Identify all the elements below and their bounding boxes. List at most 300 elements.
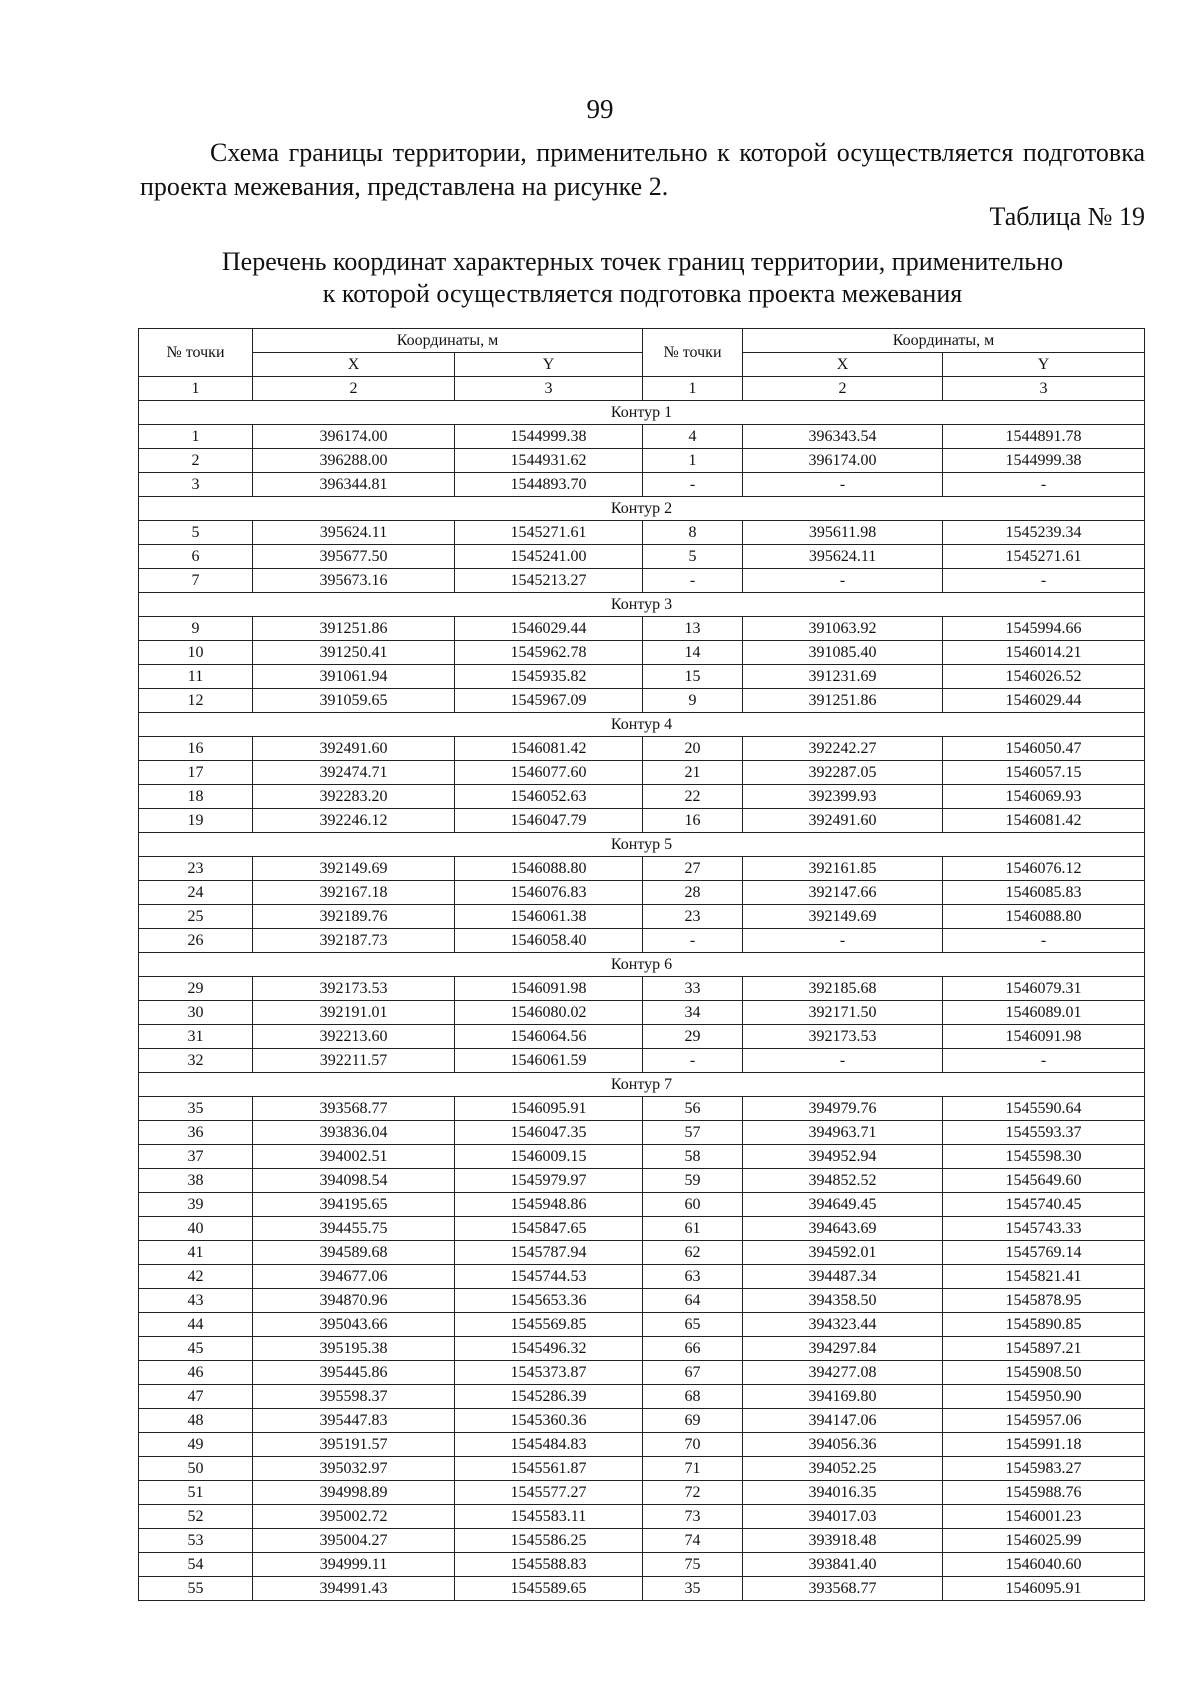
coord-x: 394487.34 (743, 1265, 943, 1289)
table-row (139, 641, 1145, 665)
coord-x: 396343.54 (743, 425, 943, 449)
contour-title: Контур 7 (139, 1073, 1145, 1097)
coord-x: 392246.12 (253, 809, 455, 833)
coord-y: 1545360.36 (455, 1409, 643, 1433)
point-number: 50 (139, 1457, 253, 1481)
point-number: 22 (643, 785, 743, 809)
table-row (139, 1553, 1145, 1577)
coord-y: - (943, 1049, 1145, 1073)
table-row (139, 425, 1145, 449)
coord-x: 393568.77 (253, 1097, 455, 1121)
point-number: 45 (139, 1337, 253, 1361)
page-number: 99 (586, 94, 614, 124)
coord-x: 394677.06 (253, 1265, 455, 1289)
coord-y: 1544999.38 (455, 425, 643, 449)
coord-y: 1545991.18 (943, 1433, 1145, 1457)
coord-y: 1546050.47 (943, 737, 1145, 761)
table-row (139, 761, 1145, 785)
coord-x: 396174.00 (743, 449, 943, 473)
coord-y: 1545590.64 (943, 1097, 1145, 1121)
column-number-row (139, 377, 1145, 401)
coord-x: 395002.72 (253, 1505, 455, 1529)
table-row (139, 785, 1145, 809)
coord-y: 1545586.25 (455, 1529, 643, 1553)
contour-header-row (139, 401, 1145, 425)
point-number: 4 (643, 425, 743, 449)
header-y-left: Y (455, 353, 643, 377)
point-number: 26 (139, 929, 253, 953)
point-number: 40 (139, 1217, 253, 1241)
coord-y: 1545897.21 (943, 1337, 1145, 1361)
table-row (139, 1121, 1145, 1145)
coord-y: 1545271.61 (455, 521, 643, 545)
coord-x: 394592.01 (743, 1241, 943, 1265)
coord-x: 391063.92 (743, 617, 943, 641)
coord-y: 1545496.32 (455, 1337, 643, 1361)
point-number: 65 (643, 1313, 743, 1337)
column-number: 2 (743, 377, 943, 401)
point-number: 24 (139, 881, 253, 905)
coord-x: - (743, 473, 943, 497)
point-number: 32 (139, 1049, 253, 1073)
point-number: 17 (139, 761, 253, 785)
point-number: 36 (139, 1121, 253, 1145)
point-number: 51 (139, 1481, 253, 1505)
point-number: 47 (139, 1385, 253, 1409)
point-number: 27 (643, 857, 743, 881)
table-row (139, 1457, 1145, 1481)
coord-x: 395191.57 (253, 1433, 455, 1457)
table-row (139, 1193, 1145, 1217)
contour-header-row (139, 1073, 1145, 1097)
coord-x: 394999.11 (253, 1553, 455, 1577)
header-x-right: X (743, 353, 943, 377)
header-row-2 (139, 353, 1145, 377)
point-number: 72 (643, 1481, 743, 1505)
point-number: 1 (139, 425, 253, 449)
coord-y: 1545787.94 (455, 1241, 643, 1265)
coord-x: 392287.05 (743, 761, 943, 785)
coord-x: 394169.80 (743, 1385, 943, 1409)
table-row (139, 521, 1145, 545)
coord-x: 392185.68 (743, 977, 943, 1001)
column-number: 3 (943, 377, 1145, 401)
coord-x: 394991.43 (253, 1577, 455, 1601)
coord-y: 1546052.63 (455, 785, 643, 809)
point-number: 28 (643, 881, 743, 905)
point-number: 35 (139, 1097, 253, 1121)
table-row (139, 977, 1145, 1001)
table-row (139, 689, 1145, 713)
coord-x: 392173.53 (253, 977, 455, 1001)
table-row (139, 1409, 1145, 1433)
coord-y: 1545994.66 (943, 617, 1145, 641)
point-number: - (643, 569, 743, 593)
coord-y: 1546014.21 (943, 641, 1145, 665)
header-point-right: № точки (643, 329, 743, 377)
contour-header-row (139, 833, 1145, 857)
coord-y: - (943, 473, 1145, 497)
coord-y: 1546029.44 (943, 689, 1145, 713)
coord-x: 393568.77 (743, 1577, 943, 1601)
header-point-left: № точки (139, 329, 253, 377)
coord-x: 392399.93 (743, 785, 943, 809)
column-number: 3 (455, 377, 643, 401)
point-number: 33 (643, 977, 743, 1001)
point-number: 39 (139, 1193, 253, 1217)
coord-y: 1546076.83 (455, 881, 643, 905)
coord-y: 1545588.83 (455, 1553, 643, 1577)
coord-x: 392213.60 (253, 1025, 455, 1049)
table-row (139, 1361, 1145, 1385)
point-number: 53 (139, 1529, 253, 1553)
coord-x: - (743, 929, 943, 953)
coord-y: 1544999.38 (943, 449, 1145, 473)
coord-x: 392491.60 (743, 809, 943, 833)
table-row (139, 1049, 1145, 1073)
point-number: 16 (643, 809, 743, 833)
point-number: 31 (139, 1025, 253, 1049)
coord-y: 1545241.00 (455, 545, 643, 569)
coord-y: 1546001.23 (943, 1505, 1145, 1529)
coord-x: 395445.86 (253, 1361, 455, 1385)
coord-y: 1545962.78 (455, 641, 643, 665)
table-row (139, 1001, 1145, 1025)
point-number: 54 (139, 1553, 253, 1577)
coord-y: 1545649.60 (943, 1169, 1145, 1193)
coord-y: 1545769.14 (943, 1241, 1145, 1265)
contour-title: Контур 4 (139, 713, 1145, 737)
coord-y: 1545878.95 (943, 1289, 1145, 1313)
point-number: 49 (139, 1433, 253, 1457)
coord-x: 391061.94 (253, 665, 455, 689)
point-number: 6 (139, 545, 253, 569)
header-y-right: Y (943, 353, 1145, 377)
point-number: 13 (643, 617, 743, 641)
coord-x: 395624.11 (743, 545, 943, 569)
point-number: 10 (139, 641, 253, 665)
coord-x: 394643.69 (743, 1217, 943, 1241)
coord-x: 395673.16 (253, 569, 455, 593)
coord-y: 1545957.06 (943, 1409, 1145, 1433)
coord-y: 1545213.27 (455, 569, 643, 593)
contour-title: Контур 6 (139, 953, 1145, 977)
coord-x: - (743, 569, 943, 593)
point-number: 1 (643, 449, 743, 473)
coord-y: 1544891.78 (943, 425, 1145, 449)
point-number: 48 (139, 1409, 253, 1433)
coord-y: 1546080.02 (455, 1001, 643, 1025)
contour-header-row (139, 497, 1145, 521)
coord-x: 393836.04 (253, 1121, 455, 1145)
coord-x: 391251.86 (743, 689, 943, 713)
coord-y: 1545577.27 (455, 1481, 643, 1505)
coord-y: 1545743.33 (943, 1217, 1145, 1241)
table-row (139, 1169, 1145, 1193)
coord-y: 1545593.37 (943, 1121, 1145, 1145)
table-row (139, 569, 1145, 593)
coord-x: 395611.98 (743, 521, 943, 545)
table-row (139, 1097, 1145, 1121)
coord-y: 1546025.99 (943, 1529, 1145, 1553)
coord-y: 1545239.34 (943, 521, 1145, 545)
coord-x: 394002.51 (253, 1145, 455, 1169)
point-number: 21 (643, 761, 743, 785)
table-row (139, 1481, 1145, 1505)
table-row (139, 1337, 1145, 1361)
contour-title: Контур 3 (139, 593, 1145, 617)
coord-x: 392211.57 (253, 1049, 455, 1073)
point-number: 7 (139, 569, 253, 593)
coord-y: 1546061.59 (455, 1049, 643, 1073)
coord-x: 394649.45 (743, 1193, 943, 1217)
point-number: 9 (139, 617, 253, 641)
point-number: 14 (643, 641, 743, 665)
table-row (139, 905, 1145, 929)
point-number: 12 (139, 689, 253, 713)
coord-x: 394998.89 (253, 1481, 455, 1505)
point-number: 68 (643, 1385, 743, 1409)
coord-y: 1546058.40 (455, 929, 643, 953)
coord-x: 392167.18 (253, 881, 455, 905)
coordinates-table (138, 328, 1145, 1601)
coord-y: 1545821.41 (943, 1265, 1145, 1289)
point-number: 20 (643, 737, 743, 761)
header-coords-left: Координаты, м (253, 329, 643, 353)
table-row (139, 473, 1145, 497)
coord-y: 1545271.61 (943, 545, 1145, 569)
coord-x: 395004.27 (253, 1529, 455, 1553)
coord-y: 1545847.65 (455, 1217, 643, 1241)
coord-y: 1544931.62 (455, 449, 643, 473)
coord-x: 392147.66 (743, 881, 943, 905)
point-number: 5 (643, 545, 743, 569)
coord-x: 391059.65 (253, 689, 455, 713)
table-row (139, 665, 1145, 689)
coord-y: 1546047.35 (455, 1121, 643, 1145)
coord-x: 392187.73 (253, 929, 455, 953)
coord-x: 394016.35 (743, 1481, 943, 1505)
header-coords-right: Координаты, м (743, 329, 1145, 353)
coord-y: 1546057.15 (943, 761, 1145, 785)
point-number: 2 (139, 449, 253, 473)
point-number: 29 (643, 1025, 743, 1049)
coord-x: 392149.69 (253, 857, 455, 881)
table-row (139, 545, 1145, 569)
coord-y: 1544893.70 (455, 473, 643, 497)
table-row (139, 881, 1145, 905)
coord-x: 395677.50 (253, 545, 455, 569)
point-number: 3 (139, 473, 253, 497)
coord-x: 392149.69 (743, 905, 943, 929)
coord-x: 396288.00 (253, 449, 455, 473)
coord-y: 1545286.39 (455, 1385, 643, 1409)
coord-y: 1545967.09 (455, 689, 643, 713)
header-row-1 (139, 329, 1145, 353)
coord-x: 394017.03 (743, 1505, 943, 1529)
table-row (139, 1313, 1145, 1337)
point-number: 23 (643, 905, 743, 929)
coord-x: 394852.52 (743, 1169, 943, 1193)
point-number: - (643, 929, 743, 953)
point-number: 63 (643, 1265, 743, 1289)
point-number: 34 (643, 1001, 743, 1025)
contour-title: Контур 2 (139, 497, 1145, 521)
coord-x: 394870.96 (253, 1289, 455, 1313)
point-number: 18 (139, 785, 253, 809)
coord-y: 1546069.93 (943, 785, 1145, 809)
point-number: - (643, 473, 743, 497)
coord-y: 1545589.65 (455, 1577, 643, 1601)
table-title-line-2: к которой осуществляется подготовка проекта межевания (322, 279, 963, 308)
point-number: 5 (139, 521, 253, 545)
coord-y: 1546089.01 (943, 1001, 1145, 1025)
coord-y: 1545908.50 (943, 1361, 1145, 1385)
point-number: 44 (139, 1313, 253, 1337)
coord-y: 1545484.83 (455, 1433, 643, 1457)
coord-y: 1546081.42 (943, 809, 1145, 833)
point-number: 42 (139, 1265, 253, 1289)
table-row (139, 857, 1145, 881)
coord-x: 391231.69 (743, 665, 943, 689)
coord-y: 1546064.56 (455, 1025, 643, 1049)
coord-y: 1546095.91 (455, 1097, 643, 1121)
point-number: 11 (139, 665, 253, 689)
coord-x: 394277.08 (743, 1361, 943, 1385)
coord-y: 1546095.91 (943, 1577, 1145, 1601)
coord-y: - (943, 569, 1145, 593)
point-number: 58 (643, 1145, 743, 1169)
coord-x: 394147.06 (743, 1409, 943, 1433)
coord-x: 395043.66 (253, 1313, 455, 1337)
table-row (139, 737, 1145, 761)
point-number: 70 (643, 1433, 743, 1457)
point-number: 61 (643, 1217, 743, 1241)
coord-x: 395447.83 (253, 1409, 455, 1433)
table-title (140, 246, 1145, 310)
coord-y: 1545740.45 (943, 1193, 1145, 1217)
coord-x: 392161.85 (743, 857, 943, 881)
coord-x: 394195.65 (253, 1193, 455, 1217)
contour-header-row (139, 593, 1145, 617)
coord-x: 392474.71 (253, 761, 455, 785)
table-row (139, 929, 1145, 953)
point-number: 67 (643, 1361, 743, 1385)
point-number: 62 (643, 1241, 743, 1265)
coord-y: 1546047.79 (455, 809, 643, 833)
point-number: 52 (139, 1505, 253, 1529)
coord-x: 393918.48 (743, 1529, 943, 1553)
point-number: 37 (139, 1145, 253, 1169)
coord-y: 1546009.15 (455, 1145, 643, 1169)
coord-x: 395598.37 (253, 1385, 455, 1409)
intro-paragraph: Схема границы территории, применительно к которой осуществляется подготовка проекта межевания, представлена на рисунке 2. (140, 138, 1145, 201)
coord-x: 395624.11 (253, 521, 455, 545)
point-number: 35 (643, 1577, 743, 1601)
point-number: 69 (643, 1409, 743, 1433)
point-number: 38 (139, 1169, 253, 1193)
point-number: 64 (643, 1289, 743, 1313)
coord-x: 394052.25 (743, 1457, 943, 1481)
coord-x: 395032.97 (253, 1457, 455, 1481)
table-row (139, 1241, 1145, 1265)
coord-x: 394952.94 (743, 1145, 943, 1169)
point-number: 41 (139, 1241, 253, 1265)
contour-header-row (139, 713, 1145, 737)
point-number: - (643, 1049, 743, 1073)
coord-x: 395195.38 (253, 1337, 455, 1361)
coord-y: 1545561.87 (455, 1457, 643, 1481)
coord-y: 1546061.38 (455, 905, 643, 929)
coord-x: 392242.27 (743, 737, 943, 761)
coord-y: 1546091.98 (455, 977, 643, 1001)
coord-x: 394979.76 (743, 1097, 943, 1121)
coord-x: 392283.20 (253, 785, 455, 809)
coord-x: 396174.00 (253, 425, 455, 449)
coord-x: 391251.86 (253, 617, 455, 641)
point-number: 71 (643, 1457, 743, 1481)
coord-y: 1546079.31 (943, 977, 1145, 1001)
table-row (139, 1385, 1145, 1409)
coord-y: 1546088.80 (943, 905, 1145, 929)
table-label: Таблица № 19 (989, 202, 1145, 231)
coord-y: 1545950.90 (943, 1385, 1145, 1409)
coord-x: 392173.53 (743, 1025, 943, 1049)
contour-title: Контур 1 (139, 401, 1145, 425)
coord-y: 1545598.30 (943, 1145, 1145, 1169)
coord-y: 1545583.11 (455, 1505, 643, 1529)
point-number: 56 (643, 1097, 743, 1121)
point-number: 8 (643, 521, 743, 545)
table-row (139, 1217, 1145, 1241)
coord-y: 1545653.36 (455, 1289, 643, 1313)
coord-x: 394323.44 (743, 1313, 943, 1337)
table-row (139, 1505, 1145, 1529)
point-number: 55 (139, 1577, 253, 1601)
coord-x: - (743, 1049, 943, 1073)
point-number: 66 (643, 1337, 743, 1361)
point-number: 9 (643, 689, 743, 713)
table-row (139, 1289, 1145, 1313)
coord-y: 1546081.42 (455, 737, 643, 761)
coord-y: 1545948.86 (455, 1193, 643, 1217)
coord-y: - (943, 929, 1145, 953)
table-row (139, 1025, 1145, 1049)
contour-header-row (139, 953, 1145, 977)
coord-y: 1545744.53 (455, 1265, 643, 1289)
point-number: 23 (139, 857, 253, 881)
coord-x: 396344.81 (253, 473, 455, 497)
table-row (139, 1265, 1145, 1289)
coord-x: 394455.75 (253, 1217, 455, 1241)
coord-x: 394098.54 (253, 1169, 455, 1193)
table-row (139, 449, 1145, 473)
point-number: 75 (643, 1553, 743, 1577)
coord-x: 394358.50 (743, 1289, 943, 1313)
coord-y: 1545373.87 (455, 1361, 643, 1385)
table-row (139, 1433, 1145, 1457)
coord-x: 392491.60 (253, 737, 455, 761)
column-number: 1 (643, 377, 743, 401)
table-title-line-1: Перечень координат характерных точек границ территории, применительно (221, 247, 1064, 276)
point-number: 74 (643, 1529, 743, 1553)
coord-x: 391085.40 (743, 641, 943, 665)
point-number: 15 (643, 665, 743, 689)
table-row (139, 1577, 1145, 1601)
point-number: 16 (139, 737, 253, 761)
coord-y: 1545983.27 (943, 1457, 1145, 1481)
coord-y: 1546085.83 (943, 881, 1145, 905)
